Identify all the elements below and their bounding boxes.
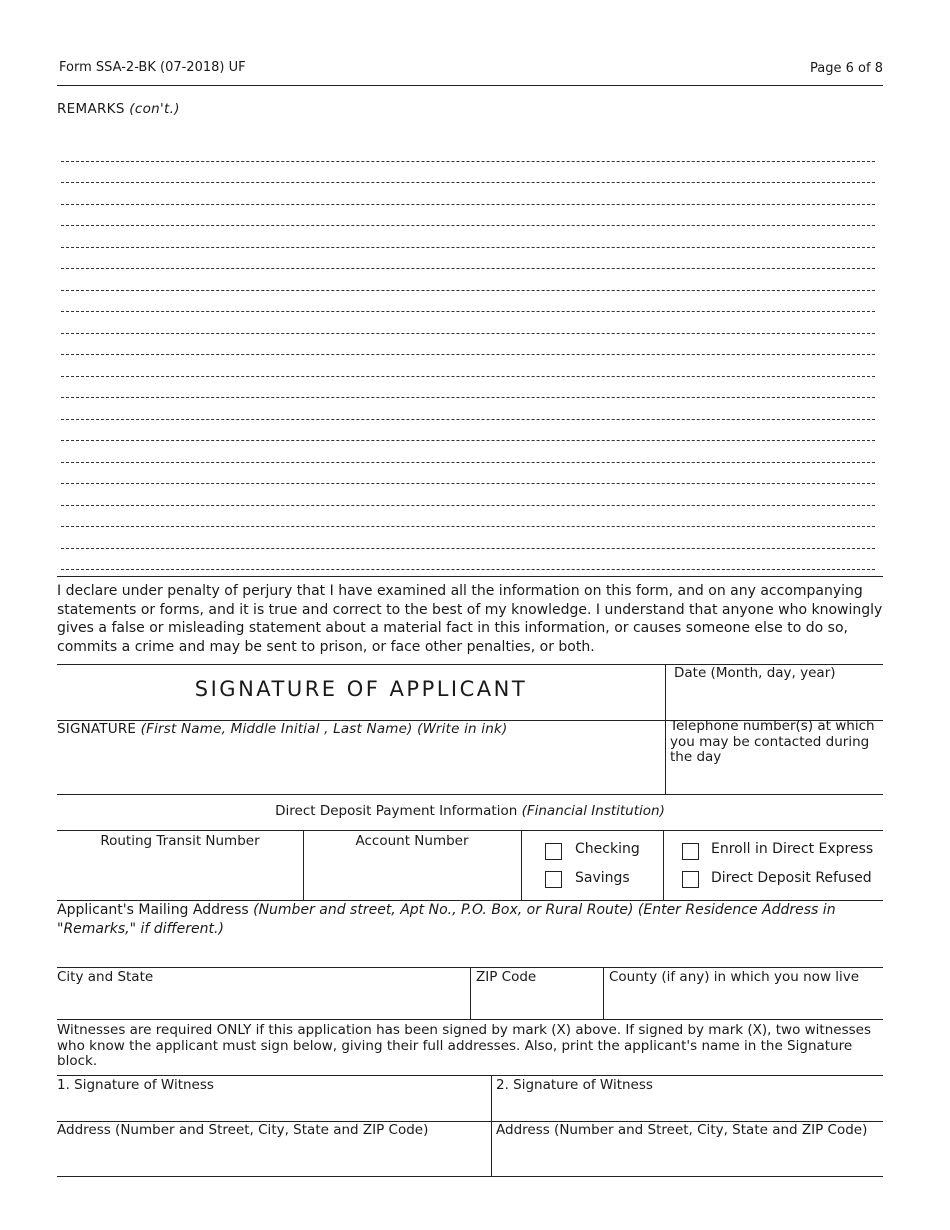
remark-line[interactable] [61,398,875,420]
enroll-direct-express-label: Enroll in Direct Express [711,841,874,857]
direct-deposit-refused-label: Direct Deposit Refused [711,870,872,886]
remark-line[interactable] [61,226,875,248]
savings-checkbox[interactable] [545,871,562,888]
mailing-address-label: Applicant's Mailing Address [57,902,249,918]
city-state-label: City and State [57,969,154,985]
enroll-direct-express-checkbox[interactable] [682,843,699,860]
column-divider [663,830,664,900]
remark-line[interactable] [61,162,875,184]
column-divider [470,967,471,1019]
routing-number-label: Routing Transit Number [100,833,260,849]
mailing-address-field[interactable] [57,901,883,938]
remark-line[interactable] [61,463,875,485]
page-header [57,59,883,86]
remark-line[interactable] [61,269,875,291]
witness1-address-label: Address (Number and Street, City, State and ZIP Code) [57,1122,429,1138]
direct-deposit-title [57,803,883,819]
remark-line[interactable] [61,312,875,334]
remark-line[interactable] [61,549,875,571]
remark-line[interactable] [61,291,875,313]
zip-code-label: ZIP Code [476,969,537,985]
account-number-label: Account Number [355,833,469,849]
column-divider [665,664,666,794]
witnesses-note: Witnesses are required ONLY if this application has been signed by mark (X) above. If signed by mark (X), two witnesses who know the applicant must sign below, giving their full addresses. Also, print the applicant's name in the Signature block. [57,1022,871,1069]
remark-line[interactable] [61,506,875,528]
page-number: Page 6 of 8 [810,61,883,76]
form-page [57,0,883,1230]
divider [57,576,883,577]
remark-line[interactable] [61,484,875,506]
witness2-signature-label: 2. Signature of Witness [496,1077,653,1093]
remark-line[interactable] [61,377,875,399]
mailing-address-hint: (Number and street, Apt No., P.O. Box, or Rural Route) (Enter Residence Address in "Remarks," if different.) [57,902,836,937]
remark-line[interactable] [61,140,875,162]
checking-checkbox[interactable] [545,843,562,860]
remarks-label [57,101,180,117]
remarks-suffix: (con't.) [129,101,180,117]
witness1-signature-label: 1. Signature of Witness [57,1077,214,1093]
direct-deposit-refused-checkbox[interactable] [682,871,699,888]
divider [57,830,883,831]
checking-label: Checking [575,841,640,857]
telephone-label: Telephone number(s) at which you may be contacted during the day [670,718,875,765]
remark-line[interactable] [61,527,875,549]
form-id: Form SSA-2-BK (07-2018) UF [59,60,246,75]
savings-label: Savings [575,870,630,886]
remark-line[interactable] [61,183,875,205]
signature-hint: (First Name, Middle Initial , Last Name) (Write in ink) [140,721,508,737]
remark-line[interactable] [61,441,875,463]
remark-line[interactable] [61,334,875,356]
declaration-text: I declare under penalty of perjury that I have examined all the information on this form, and on any accompanying statements or forms, and it is true and correct to the best of my knowledge. I understand that anyone who knowingly gives a false or misleading statement about a material fact in this information, or causes someone else to do so, commits a crime and may be sent to prison, or face other penalties, or both. [57,583,883,655]
divider [57,794,883,795]
column-divider [491,1075,492,1176]
divider [57,1019,883,1020]
direct-deposit-title-hint: (Financial Institution) [521,803,665,819]
remarks-title: REMARKS [57,101,125,117]
county-label: County (if any) in which you now live [609,969,860,985]
remark-line[interactable] [61,420,875,442]
remark-line[interactable] [61,355,875,377]
column-divider [521,830,522,900]
remarks-lines[interactable] [61,140,875,570]
remark-line[interactable] [61,205,875,227]
witness2-address-label: Address (Number and Street, City, State and ZIP Code) [496,1122,868,1138]
divider [57,1075,883,1076]
remark-line[interactable] [61,248,875,270]
direct-deposit-title-text: Direct Deposit Payment Information [275,803,518,819]
column-divider [603,967,604,1019]
signature-title: SIGNATURE OF APPLICANT [194,677,528,701]
divider [57,1176,883,1177]
signature-label: SIGNATURE [57,721,137,737]
date-label: Date (Month, day, year) [674,665,836,681]
signature-field[interactable] [57,721,507,737]
